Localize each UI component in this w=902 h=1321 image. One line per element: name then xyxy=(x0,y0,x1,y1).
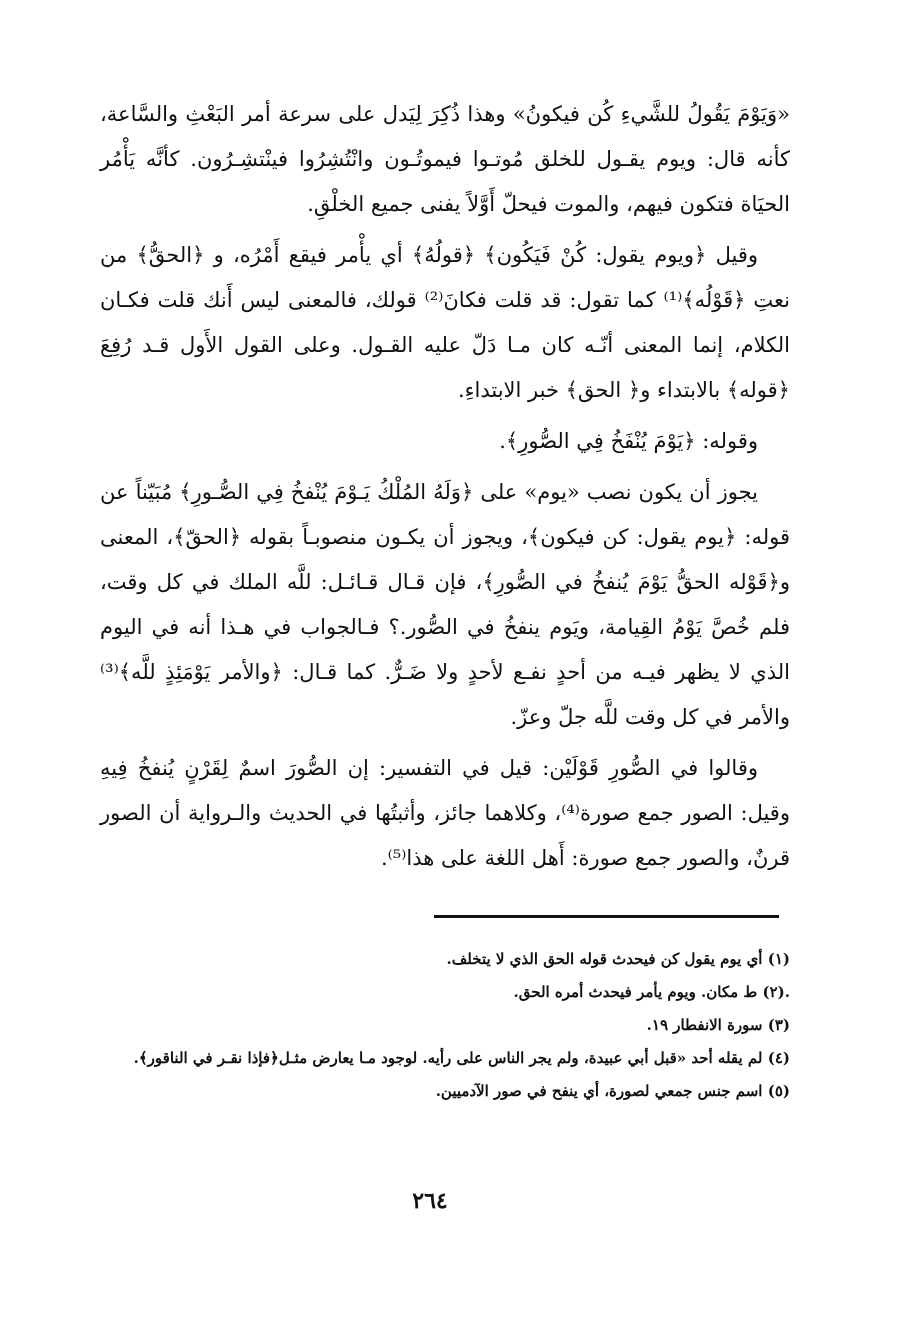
main-text-body xyxy=(100,92,790,887)
footnote-2 xyxy=(100,977,790,1008)
footnote-text: ط مكان. ويوم يأمر فيحدث أمره الحق. xyxy=(513,983,758,1001)
paragraph-5: وقالوا في الصُّورِ قَوْلَيْن: قيل في التفسير: إن الصُّورَ اسمٌ لِقَرْنٍ يُنفخُ فِيهِ وقيل: الصور جمع صورة⁽⁴⁾، وكلاهما جائز، وأثبتُها في الحديث والـرواية أن الصور قرنٌ، والصور جمع صورة: أَهل اللغة على هذا⁽⁵⁾. xyxy=(100,756,790,870)
footnote-5 xyxy=(100,1076,790,1107)
footnote-number: (١) xyxy=(767,950,790,968)
footnote-text: أي يوم يقول كن فيحدث قوله الحق الذي لا يتخلف. xyxy=(446,950,763,968)
footnote-3 xyxy=(100,1010,790,1041)
footnote-divider xyxy=(434,915,779,918)
page-number: ٢٦٤ xyxy=(412,1188,448,1214)
paragraph-1: «وَيَوْمَ يَقُولُ للشَّيءِ كُن فيكونُ» وهذا ذُكِرَ لِيَدل على سرعة أمر البَعْثِ والسَّاعة، كأنه قال: ويوم يقـول للخلق مُوتـوا فيموتُـون وانْتُشِرُوا فينْتشِـرُون. كأنَّه يَأْمُر الحيَاة فتكون فيهم، والموت فيحلّ أَوَّلاً يفنى جميع الخلْقِ. xyxy=(100,102,790,216)
paragraph-2: وقيل ﴿ويوم يقول: كُنْ فَيَكُون﴾ ﴿قولُهُ﴾ أي يأْمر فيقع أَمْرُه، و ﴿الحقُّ﴾ من نعتِ ﴿قَوْلُه﴾⁽¹⁾ كما تقول: قد قلت فكانَ⁽²⁾ قولك، فالمعنى ليس أَنك قلت فكـان الكلام، إنما المعنى أنّـه كان مـا دَلّ عليه القـول. وعلى القول الأَول قـد رُفِعَ ﴿قوله﴾ بالابتداء و﴿ الحق﴾ خبر الابتداءِ. xyxy=(100,243,791,402)
footnote-number: .(٢) xyxy=(762,983,790,1001)
footnote-text: سورة الانفطار ١٩. xyxy=(646,1016,763,1034)
footnote-text: اسم جنس جمعي لصورة، أي ينفح في صور الآدميين. xyxy=(435,1082,763,1100)
footnote-number: (٥) xyxy=(767,1082,790,1100)
paragraph-4: يجوز أن يكون نصب «يوم» على ﴿وَلَهُ المُلْكُ يَـوْمَ يُنْفخُ فِي الصُّـورِ﴾ مُبَيّناً عن قوله: ﴿يوم يقول: كن فيكون﴾، ويجوز أن يكـون منصوبـاً بقوله ﴿الحقّ﴾، المعنى و﴿قَوْله الحقُّ يَوْمَ يُنفخُ في الصُّورِ﴾، فإن قـال قـائـل: للَّه الملك في كل وقت، فلم خُصَّ يَوْمُ القِيامة، ويَوم ينفخُ في الصُّور.؟ فـالجواب في هـذا أنه في اليوم الذي لا يظهر فيـه من أحدٍ نفـع لأحدٍ ولا ضَـرٌّ. كما قـال: ﴿والأمر يَوْمَئِذٍ للَّه﴾⁽³⁾ والأمر في كل وقت للَّه جلّ وعزّ. xyxy=(100,480,790,729)
footnote-4 xyxy=(100,1043,790,1074)
footnote-1 xyxy=(100,944,790,975)
footnotes xyxy=(100,944,790,1109)
paragraph-3: وقوله: ﴿يَوْمَ يُنْفَخُ فِي الصُّورِ﴾. xyxy=(499,429,758,453)
footnote-number: (٣) xyxy=(767,1016,790,1034)
footnote-number: (٤) xyxy=(767,1049,790,1067)
footnote-text: لم يقله أحد «قبل أبي عبيدة، ولم يجر الناس على رأيه. لوجود مـا يعارض مثـل﴿فإذا نقـر في الناقور﴾. xyxy=(133,1049,763,1067)
